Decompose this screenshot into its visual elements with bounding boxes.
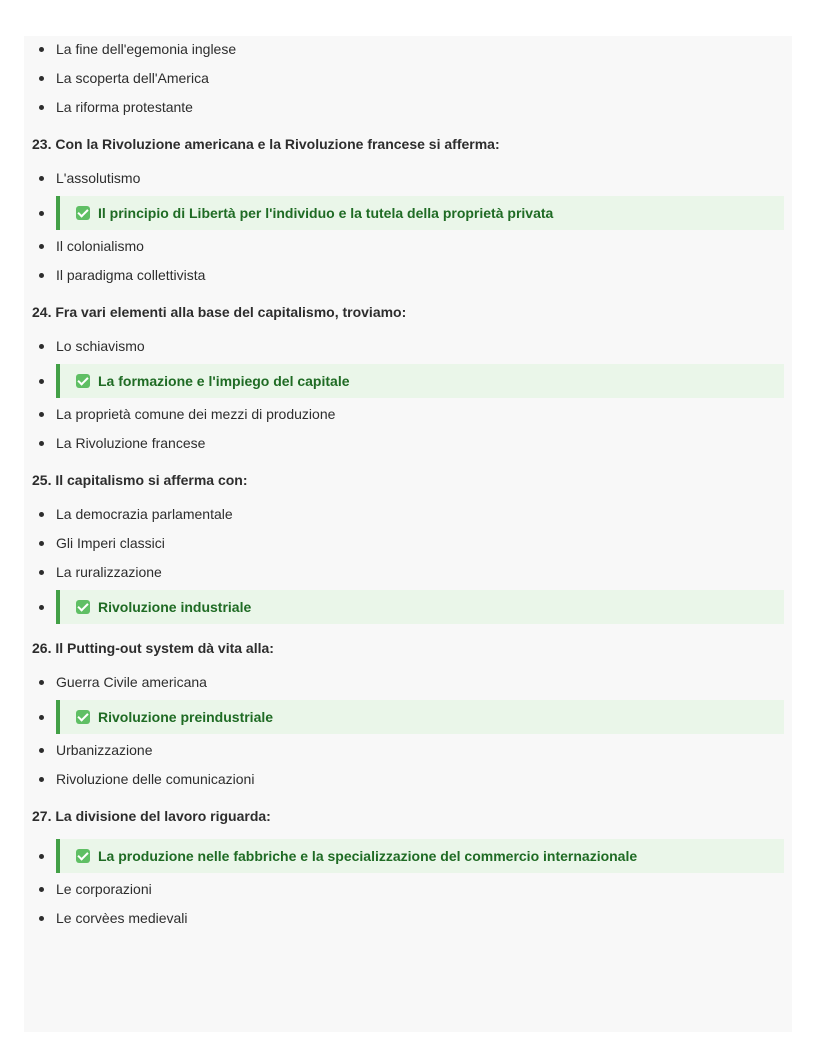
correct-answer-option	[24, 590, 792, 629]
answer-option	[24, 264, 792, 293]
answer-list	[24, 839, 792, 936]
question-title: 25. Il capitalismo si afferma con:	[32, 472, 248, 488]
answer-label: Rivoluzione delle comunicazioni	[56, 771, 255, 787]
answer-label: La scoperta dell'America	[56, 70, 209, 86]
answer-label: La Rivoluzione francese	[56, 435, 206, 451]
correct-answer-option	[24, 700, 792, 739]
question-title: 23. Con la Rivoluzione americana e la Rivoluzione francese si afferma:	[32, 136, 500, 152]
answer-list	[24, 503, 792, 629]
answer-label: L'assolutismo	[56, 170, 141, 186]
correct-answer-label: Rivoluzione preindustriale	[98, 709, 274, 725]
answer-option	[24, 739, 792, 768]
correct-answer-label: La produzione nelle fabbriche e la specializzazione del commercio internazionale	[98, 848, 638, 864]
check-square-icon	[76, 374, 90, 388]
answer-option	[24, 403, 792, 432]
correct-answer-highlight	[56, 700, 784, 734]
answer-option	[24, 96, 792, 125]
answer-option	[24, 503, 792, 532]
answer-label: Le corporazioni	[56, 881, 152, 897]
correct-answer-highlight	[56, 364, 784, 398]
answer-list	[24, 167, 792, 293]
correct-answer-label: La formazione e l'impiego del capitale	[98, 373, 350, 389]
quiz-content	[24, 38, 792, 936]
answer-label: La proprietà comune dei mezzi di produzione	[56, 406, 336, 422]
answer-option	[24, 907, 792, 936]
check-square-icon	[76, 710, 90, 724]
answer-label: Urbanizzazione	[56, 742, 153, 758]
answer-option	[24, 671, 792, 700]
check-square-icon	[76, 600, 90, 614]
correct-answer-option	[24, 364, 792, 403]
answer-list	[24, 671, 792, 797]
answer-option	[24, 67, 792, 96]
answer-label: La ruralizzazione	[56, 564, 162, 580]
answer-label: Il paradigma collettivista	[56, 267, 206, 283]
answer-option	[24, 432, 792, 461]
correct-answer-option	[24, 196, 792, 235]
answer-option	[24, 768, 792, 797]
answer-list	[24, 335, 792, 461]
answer-label: La fine dell'egemonia inglese	[56, 41, 237, 57]
answer-list	[24, 38, 792, 125]
question-title: 26. Il Putting-out system dà vita alla:	[32, 640, 274, 656]
answer-option	[24, 235, 792, 264]
answer-label: Le corvèes medievali	[56, 910, 188, 926]
answer-option	[24, 561, 792, 590]
answer-label: La democrazia parlamentale	[56, 506, 233, 522]
correct-answer-highlight	[56, 196, 784, 230]
answer-label: Gli Imperi classici	[56, 535, 165, 551]
question-title: 27. La divisione del lavoro riguarda:	[32, 808, 271, 824]
answer-option	[24, 878, 792, 907]
correct-answer-highlight	[56, 839, 784, 873]
correct-answer-label: Rivoluzione industriale	[98, 599, 252, 615]
answer-option	[24, 167, 792, 196]
question-title: 24. Fra vari elementi alla base del capitalismo, troviamo:	[32, 304, 407, 320]
answer-label: Il colonialismo	[56, 238, 144, 254]
correct-answer-option	[24, 839, 792, 878]
check-square-icon	[76, 206, 90, 220]
answer-label: Lo schiavismo	[56, 338, 145, 354]
quiz-page	[24, 36, 792, 1032]
answer-label: Guerra Civile americana	[56, 674, 207, 690]
correct-answer-label: Il principio di Libertà per l'individuo e la tutela della proprietà privata	[98, 205, 554, 221]
check-square-icon	[76, 849, 90, 863]
answer-label: La riforma protestante	[56, 99, 193, 115]
answer-option	[24, 38, 792, 67]
answer-option	[24, 532, 792, 561]
answer-option	[24, 335, 792, 364]
correct-answer-highlight	[56, 590, 784, 624]
